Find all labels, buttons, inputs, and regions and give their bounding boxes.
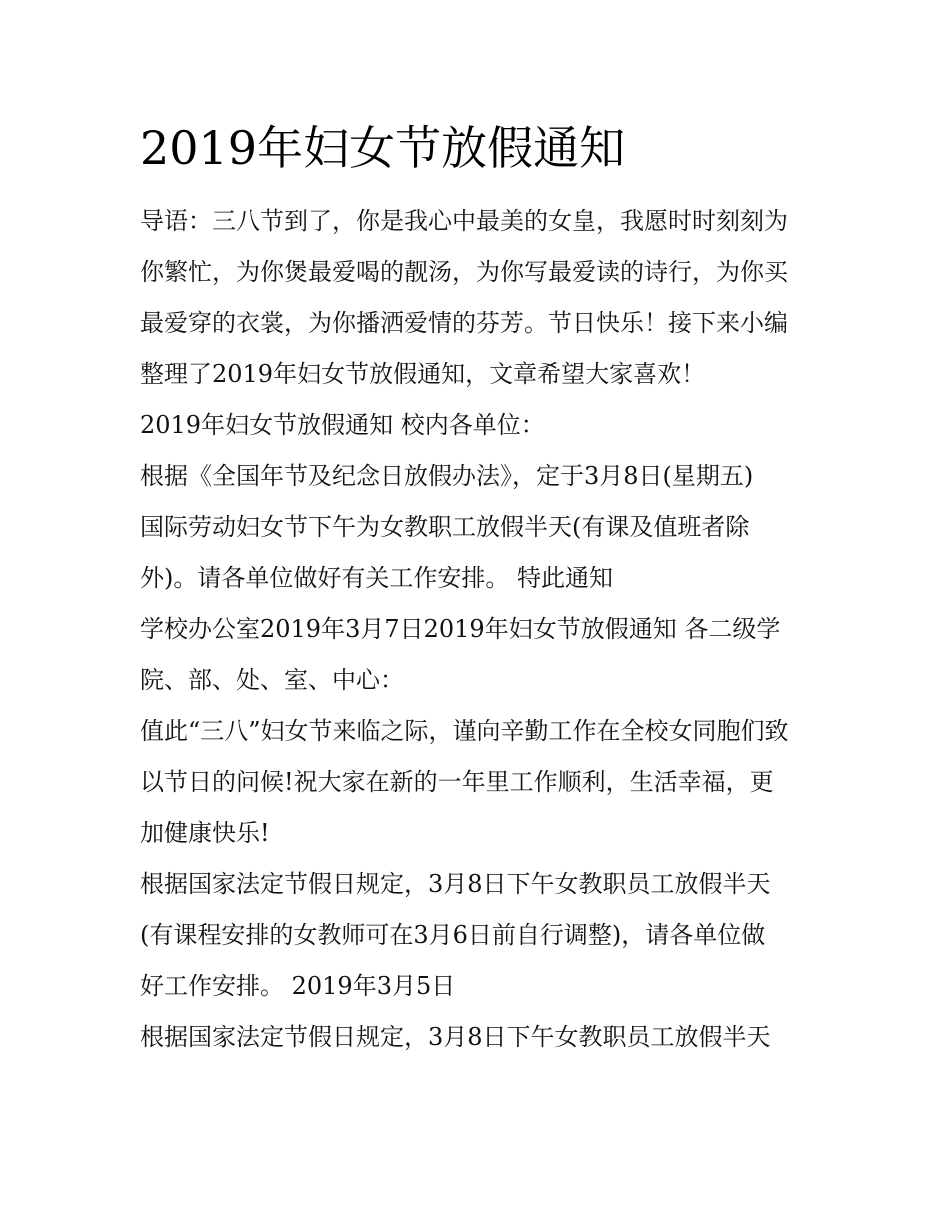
body-line: 好工作安排。 2019年3月5日: [140, 972, 456, 1000]
body-line: 加健康快乐!: [140, 819, 270, 847]
body-line: 值此“三八”妇女节来临之际，谨向辛勤工作在全校女同胞们致: [140, 717, 789, 745]
body-line: 根据《全国年节及纪念日放假办法》，定于3月8日(星期五): [140, 462, 754, 490]
body-line: 以节日的问候!祝大家在新的一年里工作顺利，生活幸福，更: [140, 768, 774, 796]
body-line: 最爱穿的衣裳，为你播洒爱情的芬芳。节日快乐！接下来小编: [140, 309, 788, 337]
body-line: 根据国家法定节假日规定，3月8日下午女教职员工放假半天: [140, 1023, 771, 1051]
document-title: 2019年妇女节放假通知: [140, 121, 626, 175]
document-body: [140, 196, 820, 1063]
body-line: 根据国家法定节假日规定，3月8日下午女教职员工放假半天: [140, 870, 771, 898]
body-line: 学校办公室2019年3月7日2019年妇女节放假通知 各二级学: [140, 615, 781, 643]
body-line: (有课程安排的女教师可在3月6日前自行调整)，请各单位做: [140, 921, 766, 949]
body-line: 外)。请各单位做好有关工作安排。 特此通知: [140, 564, 613, 592]
body-line: 国际劳动妇女节下午为女教职工放假半天(有课及值班者除: [140, 513, 750, 541]
body-line: 整理了2019年妇女节放假通知，文章希望大家喜欢！: [140, 360, 706, 388]
body-line: 2019年妇女节放假通知 校内各单位：: [140, 411, 545, 439]
body-line: 你繁忙，为你煲最爱喝的靓汤，为你写最爱读的诗行，为你买: [140, 258, 788, 286]
body-line: 院、部、处、室、中心：: [140, 666, 404, 694]
body-line: 导语：三八节到了，你是我心中最美的女皇，我愿时时刻刻为: [140, 207, 788, 235]
